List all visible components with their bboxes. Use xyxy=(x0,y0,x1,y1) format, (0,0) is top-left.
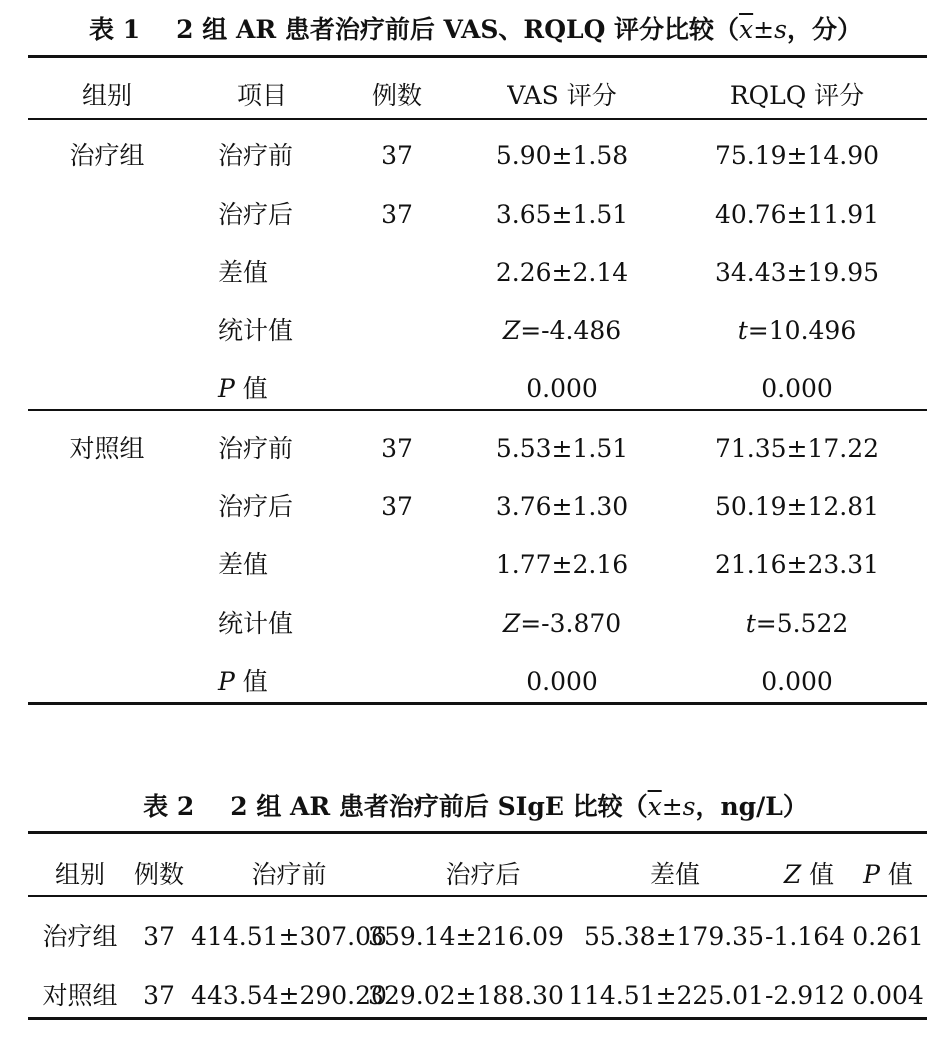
row-n: 37 xyxy=(381,200,413,229)
row-vas: 2.26±2.14 xyxy=(495,258,629,287)
t-value: =10.496 xyxy=(747,316,857,345)
row-item: 治疗前 xyxy=(218,141,294,170)
row-rqlq: 50.19±12.81 xyxy=(714,492,880,521)
z-label: 值 xyxy=(801,860,835,889)
table2-s: s xyxy=(682,792,696,821)
row-vas: 3.76±1.30 xyxy=(495,492,629,521)
row-rqlq-stat xyxy=(746,609,849,639)
table1-header-item: 项目 xyxy=(236,81,288,110)
row-vas-stat xyxy=(503,316,621,346)
row-rqlq: 34.43±19.95 xyxy=(714,258,880,287)
p-symbol: P xyxy=(863,860,880,889)
table1-s: s xyxy=(774,15,787,44)
row-n: 37 xyxy=(381,141,413,170)
row-item: 治疗后 xyxy=(218,200,294,229)
table2-header-z xyxy=(784,860,834,890)
row-before: 443.54±290.20 xyxy=(191,981,387,1010)
row-after: 329.02±188.30 xyxy=(368,981,564,1010)
row-vas: 5.90±1.58 xyxy=(495,141,629,170)
row-item xyxy=(218,374,268,404)
row-item: 统计值 xyxy=(218,609,294,638)
row-rqlq: 75.19±14.90 xyxy=(714,141,880,170)
row-item: 统计值 xyxy=(218,316,294,345)
z-symbol: Z xyxy=(502,316,521,345)
table1-xbar: $\overline{x}$ xyxy=(739,15,754,44)
row-p: 0.261 xyxy=(852,922,924,951)
table2-unit: ，ng/L） xyxy=(695,792,808,821)
row-rqlq: 40.76±11.91 xyxy=(714,200,880,229)
table2-sep: ± xyxy=(661,792,683,821)
row-n: 37 xyxy=(143,981,175,1010)
row-vas: 0.000 xyxy=(526,374,598,403)
p-symbol: P xyxy=(218,374,235,403)
table1-bottom-rule xyxy=(28,702,927,705)
group-name: 治疗组 xyxy=(69,141,145,170)
table2-label: 表 2 xyxy=(143,792,195,821)
p-label: 值 xyxy=(879,860,913,889)
table2-caption xyxy=(0,792,951,822)
table1-header-rqlq: RQLQ 评分 xyxy=(729,81,865,110)
table2-header-group: 组别 xyxy=(54,860,106,889)
row-vas: 0.000 xyxy=(526,667,598,696)
row-item: 差值 xyxy=(218,550,269,579)
row-item: 差值 xyxy=(218,258,269,287)
row-n: 37 xyxy=(381,492,413,521)
table1-header-n: 例数 xyxy=(371,81,423,110)
z-value: =-4.486 xyxy=(520,316,622,345)
row-n: 37 xyxy=(381,434,413,463)
row-vas: 1.77±2.16 xyxy=(495,550,629,579)
table2-header-n: 例数 xyxy=(133,860,185,889)
z-symbol: Z xyxy=(502,609,521,638)
p-label: 值 xyxy=(234,667,268,696)
row-vas-stat xyxy=(503,609,621,639)
table1-title: 2 组 AR 患者治疗前后 VAS、RQLQ 评分比较（ xyxy=(176,15,740,44)
row-vas: 5.53±1.51 xyxy=(495,434,629,463)
table2-xbar: $\overline{x}$ xyxy=(647,792,662,821)
table1-sep: ± xyxy=(753,15,775,44)
z-symbol: Z xyxy=(783,860,802,889)
row-group: 对照组 xyxy=(42,981,118,1010)
table1-label: 表 1 xyxy=(89,15,141,44)
row-diff: 114.51±225.01 xyxy=(568,981,764,1010)
row-item: 治疗前 xyxy=(218,434,294,463)
table2-title: 2 组 AR 患者治疗前后 SIgE 比较（ xyxy=(230,792,648,821)
row-item: 治疗后 xyxy=(218,492,294,521)
row-after: 359.14±216.09 xyxy=(368,922,564,951)
row-item xyxy=(218,667,268,697)
row-n: 37 xyxy=(143,922,175,951)
table1-group-divider xyxy=(28,409,927,411)
z-value: =-3.870 xyxy=(520,609,622,638)
row-z: -2.912 xyxy=(764,981,846,1010)
row-rqlq: 21.16±23.31 xyxy=(714,550,880,579)
group-name: 对照组 xyxy=(69,434,145,463)
row-before: 414.51±307.06 xyxy=(191,922,387,951)
table1-header-group: 组别 xyxy=(81,81,133,110)
table1-top-rule xyxy=(28,55,927,58)
table2-top-rule xyxy=(28,831,927,834)
table1-caption xyxy=(0,15,951,45)
t-symbol: t xyxy=(745,609,756,638)
row-rqlq: 71.35±17.22 xyxy=(714,434,880,463)
row-group: 治疗组 xyxy=(42,922,118,951)
table1-header-vas: VAS 评分 xyxy=(507,81,617,110)
table2-header-p xyxy=(863,860,913,890)
p-label: 值 xyxy=(234,374,268,403)
table1-header-rule xyxy=(28,118,927,120)
table2-header-rule xyxy=(28,895,927,897)
t-symbol: t xyxy=(737,316,748,345)
row-rqlq: 0.000 xyxy=(761,374,833,403)
table2-bottom-rule xyxy=(28,1017,927,1020)
table2-header-diff: 差值 xyxy=(649,860,701,889)
table1-unit: ，分） xyxy=(786,15,862,44)
table2-header-after: 治疗后 xyxy=(445,860,521,889)
row-z: -1.164 xyxy=(764,922,846,951)
row-rqlq-stat xyxy=(738,316,856,346)
row-rqlq: 0.000 xyxy=(761,667,833,696)
row-p: 0.004 xyxy=(852,981,924,1010)
row-vas: 3.65±1.51 xyxy=(495,200,629,229)
p-symbol: P xyxy=(218,667,235,696)
t-value: =5.522 xyxy=(755,609,849,638)
row-diff: 55.38±179.35 xyxy=(584,922,764,951)
table2-header-before: 治疗前 xyxy=(251,860,327,889)
